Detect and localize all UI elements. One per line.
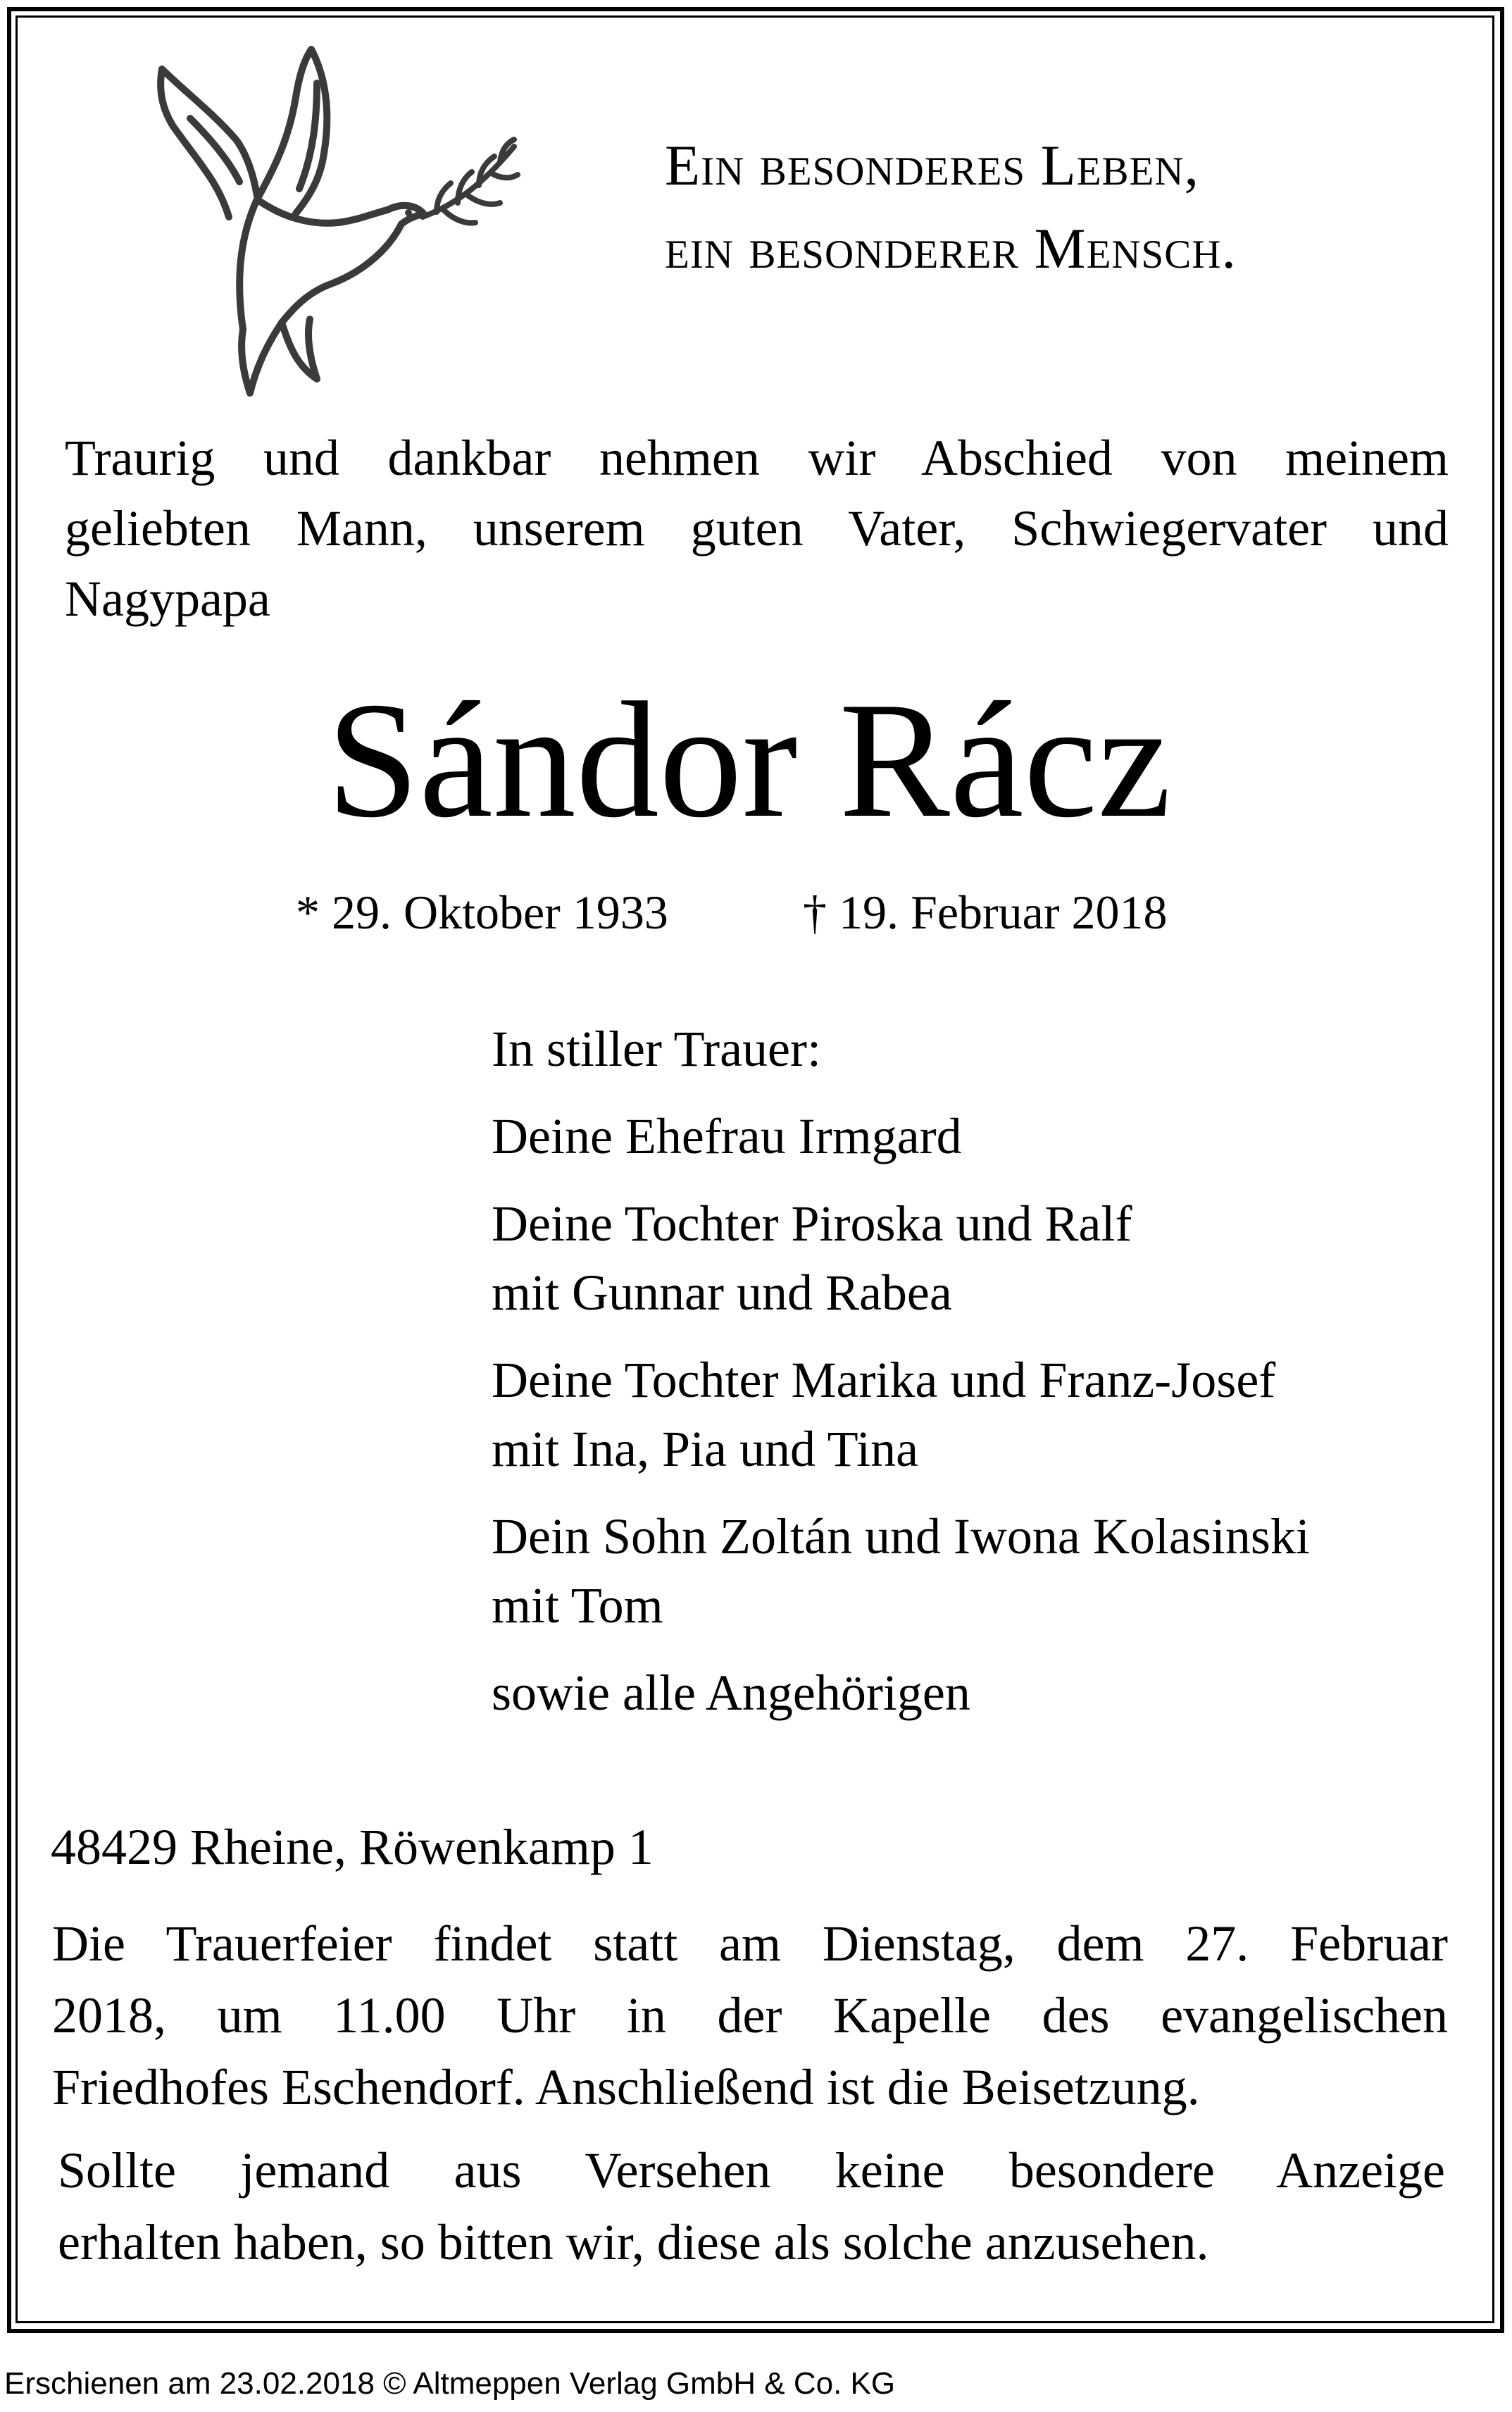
mourner-group <box>492 1102 1310 1171</box>
birth-date: * 29. Oktober 1933 <box>296 885 668 939</box>
mourner-group <box>492 1658 1310 1727</box>
mourner-line: sowie alle Angehörigen <box>492 1665 970 1721</box>
intro-line: geliebten Mann, unserem guten Vater, Schwiegervater und <box>65 500 1449 557</box>
motto-line: ein besonderer Mensch. <box>665 216 1237 280</box>
notice-text <box>58 2134 1445 2278</box>
motto-line: Ein besonderes Leben, <box>665 133 1200 197</box>
mourner-line: Deine Ehefrau Irmgard <box>492 1108 962 1164</box>
ceremony-line: Die Trauerfeier findet statt am Dienstag, dem 27. Februar <box>52 1915 1448 1972</box>
mourner-group <box>492 1189 1310 1327</box>
mourner-line: mit Ina, Pia und Tina <box>492 1421 919 1477</box>
intro-line: Traurig und dankbar nehmen wir Abschied von meinem <box>65 430 1449 486</box>
publication-footer: Erschienen am 23.02.2018 © Altmeppen Verlag GmbH & Co. KG <box>4 2366 896 2401</box>
intro-text <box>65 423 1449 634</box>
notice-line: erhalten haben, so bitten wir, diese als solche anzusehen. <box>58 2214 1209 2270</box>
mourner-group <box>492 1502 1310 1640</box>
deceased-name-text: Sándor Rácz <box>326 669 1172 852</box>
mourner-line: mit Gunnar und Rabea <box>492 1264 952 1321</box>
mourner-line: mit Tom <box>492 1577 663 1634</box>
intro-line: Nagypapa <box>65 571 270 627</box>
ceremony-line: Friedhofes Eschendorf. Anschließend ist die Beisetzung. <box>52 2059 1200 2115</box>
mourners-heading: In stiller Trauer: <box>492 1021 821 1077</box>
death-date: † 19. Februar 2018 <box>803 885 1168 939</box>
notice-line: Sollte jemand aus Versehen keine besondere Anzeige <box>58 2142 1445 2199</box>
ceremony-line: 2018, um 11.00 Uhr in der Kapelle des evangelischen <box>52 1987 1448 2044</box>
address: 48429 Rheine, Röwenkamp 1 <box>51 1819 654 1875</box>
mourner-line: Deine Tochter Piroska und Ralf <box>492 1195 1132 1252</box>
deceased-name <box>0 669 1512 852</box>
mourners-list <box>492 1014 1310 1746</box>
mourner-group <box>492 1345 1310 1484</box>
mourner-line: Deine Tochter Marika und Franz-Josef <box>492 1352 1276 1408</box>
ceremony-info <box>52 1908 1448 2123</box>
motto <box>665 124 1237 290</box>
mourner-line: Dein Sohn Zoltán und Iwona Kolasinski <box>492 1508 1310 1565</box>
dove-icon <box>106 41 528 407</box>
